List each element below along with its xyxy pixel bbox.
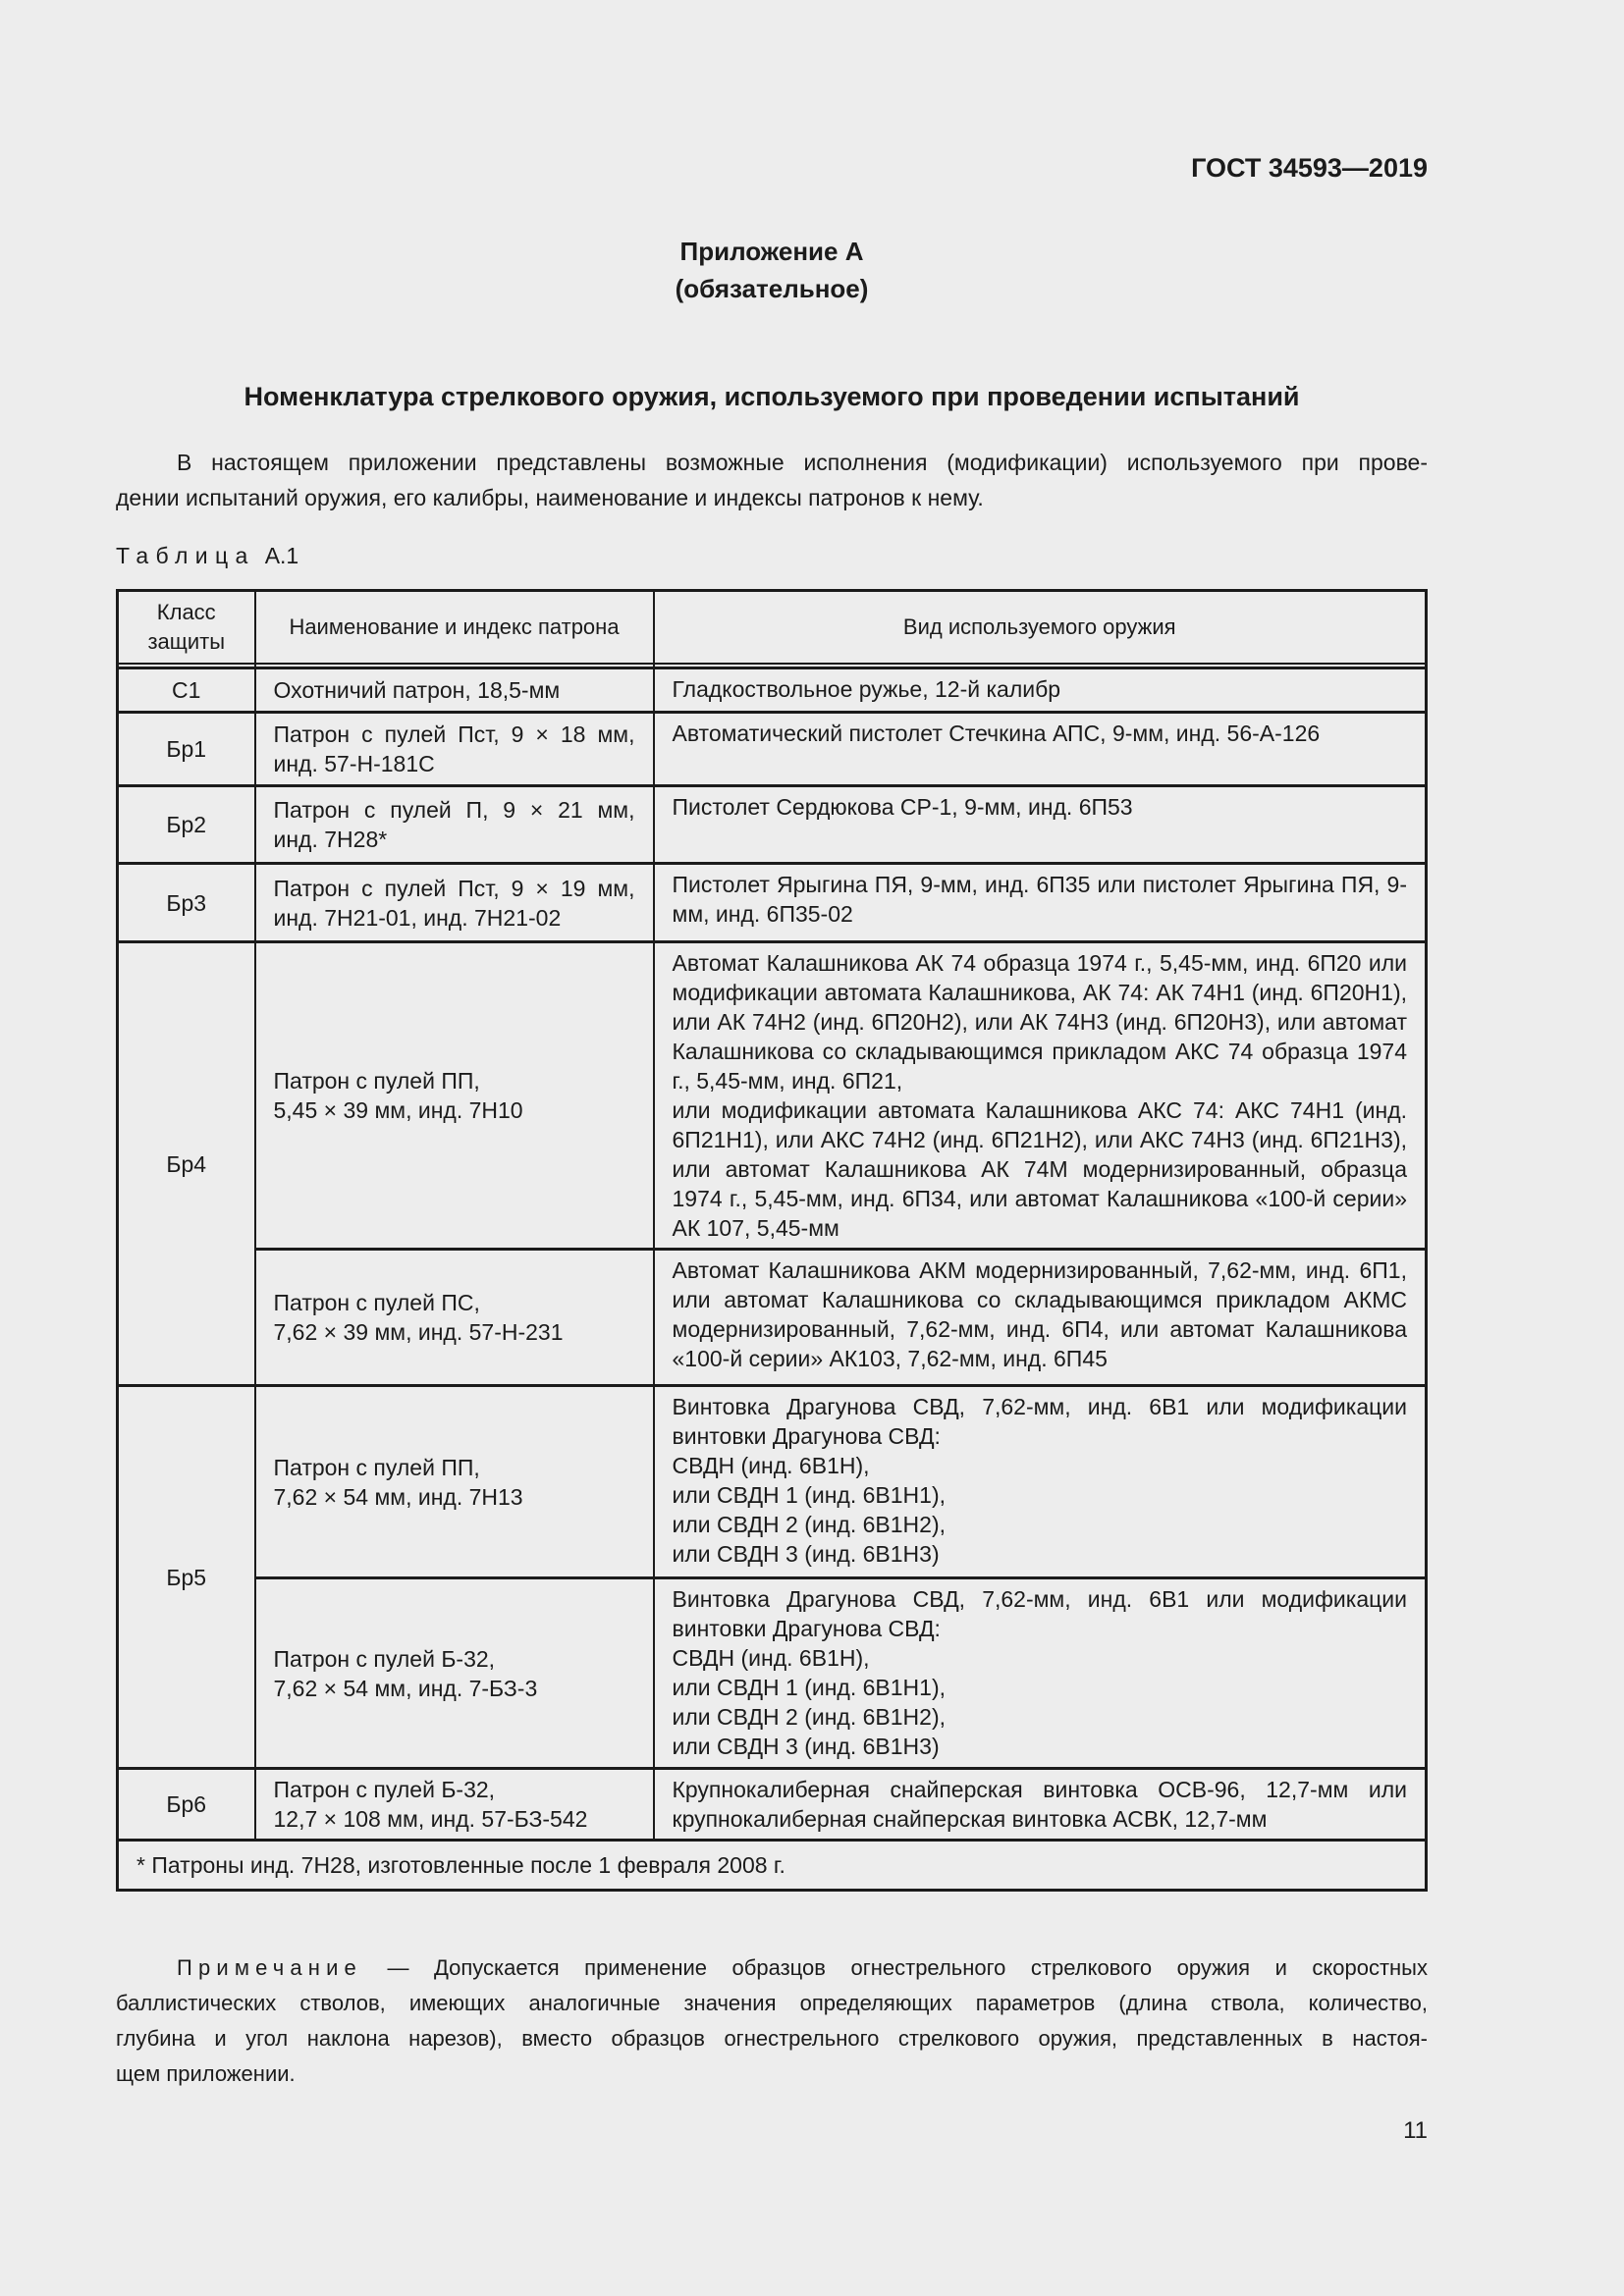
- patron-cell: [255, 668, 654, 713]
- text-line: или СВДН 1 (инд. 6В1Н1),: [672, 1675, 946, 1700]
- text-line: Патрон с пулей ПП,: [273, 1068, 480, 1094]
- text-line: 7,62 × 54 мм, инд. 7Н13: [273, 1483, 523, 1510]
- table-row: [118, 668, 1427, 713]
- patron-cell: [255, 864, 654, 942]
- table-body: [118, 668, 1427, 1891]
- text-line: Автомат Калашникова АК 74 образца 1974 г., 5,45-мм, инд. 6П20 или модификации автомата Калашникова, АК 74: АК 74Н1 (инд. 6П20Н1), или АК 74Н2 (инд. 6П20Н2), или АК 74Н3 (инд. 6П20Н3), или автомат Калашникова со складывающимся прикладом АКС 74 образца 1974 г., 5,45-мм, инд. 6П21,: [672, 950, 1407, 1094]
- note-line-rest: — Допускается применение образцов огнестрельного стрелкового оружия и скоростных: [361, 1955, 1428, 1980]
- text-line: или СВДН 1 (инд. 6В1Н1),: [672, 1482, 946, 1508]
- table-row: [118, 713, 1427, 786]
- text-line: Патрон с пулей П, 9 × 21 мм,: [273, 797, 635, 823]
- patron-cell: [255, 1386, 654, 1578]
- text-line: Крупнокалиберная снайперская винтовка ОСВ-96, 12,7-мм или крупнокалиберная снайперская винтовка АСВК, 12,7-мм: [672, 1777, 1407, 1832]
- text-line: [116, 1950, 1428, 1986]
- text-line: В настоящем приложении представлены возможные исполнения (модификации) используемого при прове-: [177, 450, 1428, 475]
- text-line: Патрон с пулей ПС,: [273, 1290, 480, 1315]
- class-cell: Бр1: [118, 713, 255, 786]
- table-row: [118, 786, 1427, 864]
- text-line: или СВДН 2 (инд. 6В1Н2),: [672, 1512, 946, 1537]
- text-line: Гладкоствольное ружье, 12-й калибр: [672, 676, 1061, 702]
- weapon-cell: [654, 942, 1427, 1250]
- patron-cell: [255, 1250, 654, 1386]
- text-line: или СВДН 2 (инд. 6В1Н2),: [672, 1704, 946, 1730]
- note-keyword: Примечание: [177, 1955, 362, 1980]
- annex-heading: [116, 233, 1428, 307]
- weapon-cell: [654, 1578, 1427, 1769]
- table-footnote-row: [118, 1841, 1427, 1891]
- text-line: Патрон с пулей ПП,: [273, 1454, 480, 1480]
- text-line: Патрон с пулей Б-32,: [273, 1645, 496, 1672]
- footnote-cell: * Патроны инд. 7Н28, изготовленные после 1 февраля 2008 г.: [118, 1841, 1427, 1891]
- intro-paragraph: [116, 445, 1428, 515]
- table-header-row: [118, 591, 1427, 664]
- weapon-cell: [654, 864, 1427, 942]
- table-caption-label: Таблица: [116, 543, 255, 568]
- table-row: [118, 1250, 1427, 1386]
- text-line: Пистолет Ярыгина ПЯ, 9-мм, инд. 6П35 или пистолет Ярыгина ПЯ, 9-мм, инд. 6П35-02: [672, 872, 1407, 927]
- weapons-table: [116, 589, 1428, 1892]
- text-line: Охотничий патрон, 18,5-мм: [273, 677, 561, 703]
- text-line: Автоматический пистолет Стечкина АПС, 9-мм, инд. 56-А-126: [672, 721, 1321, 746]
- header-class-column: Класс защиты: [118, 591, 255, 664]
- class-cell: Бр6: [118, 1769, 255, 1841]
- table-row: [118, 864, 1427, 942]
- page-title: Номенклатура стрелкового оружия, используемого при проведении испытаний: [244, 382, 1300, 411]
- patron-cell: [255, 1578, 654, 1769]
- weapon-cell: [654, 786, 1427, 864]
- text-line: баллистических стволов, имеющих аналогичные значения определяющих параметров (длина ствола, количество,: [116, 1991, 1428, 2015]
- text-line: Винтовка Драгунова СВД, 7,62-мм, инд. 6В1 или модификации винтовки Драгунова СВД:: [672, 1394, 1407, 1449]
- text-line: СВДН (инд. 6В1Н),: [672, 1453, 870, 1478]
- text-line: СВДН (инд. 6В1Н),: [672, 1645, 870, 1671]
- text-line: щем приложении.: [116, 2061, 296, 2086]
- text-line: инд. 57-Н-181С: [273, 751, 435, 776]
- text-line: Автомат Калашникова АКМ модернизированный, 7,62-мм, инд. 6П1, или автомат Калашникова со складывающимся прикладом АКМС модернизированный, 7,62-мм, инд. 6П4, или автомат Калашникова «100-й серии» АК103, 7,62-мм, инд. 6П45: [672, 1257, 1407, 1371]
- text-line: 12,7 × 108 мм, инд. 57-БЗ-542: [273, 1806, 588, 1832]
- text-line: инд. 7Н21-01, инд. 7Н21-02: [273, 904, 562, 931]
- patron-cell: [255, 942, 654, 1250]
- text-line: инд. 7Н28*: [273, 827, 388, 852]
- table-row: [118, 1386, 1427, 1578]
- text-line: или СВДН 3 (инд. 6В1Н3): [672, 1541, 940, 1567]
- text-line: Патрон с пулей Пст, 9 × 18 мм,: [273, 721, 635, 747]
- patron-cell: [255, 786, 654, 864]
- annex-subtitle: (обязательное): [675, 274, 869, 303]
- text-line: 5,45 × 39 мм, инд. 7Н10: [273, 1097, 523, 1123]
- page-number: 11: [1403, 2117, 1428, 2144]
- table-caption: [116, 543, 1428, 569]
- header-patron-column: Наименование и индекс патрона: [255, 591, 654, 664]
- header-weapon-column: Вид используемого оружия: [654, 591, 1427, 664]
- text-line: Патрон с пулей Пст, 9 × 19 мм,: [273, 875, 635, 901]
- weapon-cell: [654, 1250, 1427, 1386]
- text-line: глубина и угол наклона нарезов), вместо образцов огнестрельного стрелкового оружия, представленных в настоя-: [116, 2026, 1428, 2051]
- class-cell: Бр3: [118, 864, 255, 942]
- text-line: 7,62 × 39 мм, инд. 57-Н-231: [273, 1319, 564, 1345]
- text-line: Патрон с пулей Б-32,: [273, 1777, 496, 1802]
- class-cell: Бр2: [118, 786, 255, 864]
- weapon-cell: [654, 1769, 1427, 1841]
- text-line: или СВДН 3 (инд. 6В1Н3): [672, 1734, 940, 1759]
- table-row: [118, 1769, 1427, 1841]
- table-row: [118, 942, 1427, 1250]
- table-row: [118, 1578, 1427, 1769]
- text-line: Винтовка Драгунова СВД, 7,62-мм, инд. 6В1 или модификации винтовки Драгунова СВД:: [672, 1586, 1407, 1641]
- weapon-cell: [654, 668, 1427, 713]
- weapon-cell: [654, 713, 1427, 786]
- patron-cell: [255, 713, 654, 786]
- class-cell: С1: [118, 668, 255, 713]
- note-paragraph: [116, 1950, 1428, 2092]
- text-line: 7,62 × 54 мм, инд. 7-БЗ-3: [273, 1675, 538, 1701]
- weapon-cell: [654, 1386, 1427, 1578]
- table-caption-number: А.1: [264, 543, 299, 568]
- text-line: или модификации автомата Калашникова АКС 74: АКС 74Н1 (инд. 6П21Н1), или АКС 74Н2 (инд. 6П21Н2), или АКС 74Н3 (инд. 6П21Н3), или автомат Калашникова АК 74М модернизированный, образца 1974 г., 5,45-мм, инд. 6П34, или автомат Калашникова «100-й серии» АК 107, 5,45-мм: [672, 1097, 1407, 1241]
- text-line: дении испытаний оружия, его калибры, наименование и индексы патронов к нему.: [116, 485, 984, 510]
- class-cell: Бр4: [118, 942, 255, 1386]
- patron-cell: [255, 1769, 654, 1841]
- annex-title: Приложение А: [679, 237, 864, 266]
- text-line: Пистолет Сердюкова СР-1, 9-мм, инд. 6П53: [672, 794, 1133, 820]
- class-cell: Бр5: [118, 1386, 255, 1769]
- doc-number: ГОСТ 34593—2019: [1191, 153, 1428, 183]
